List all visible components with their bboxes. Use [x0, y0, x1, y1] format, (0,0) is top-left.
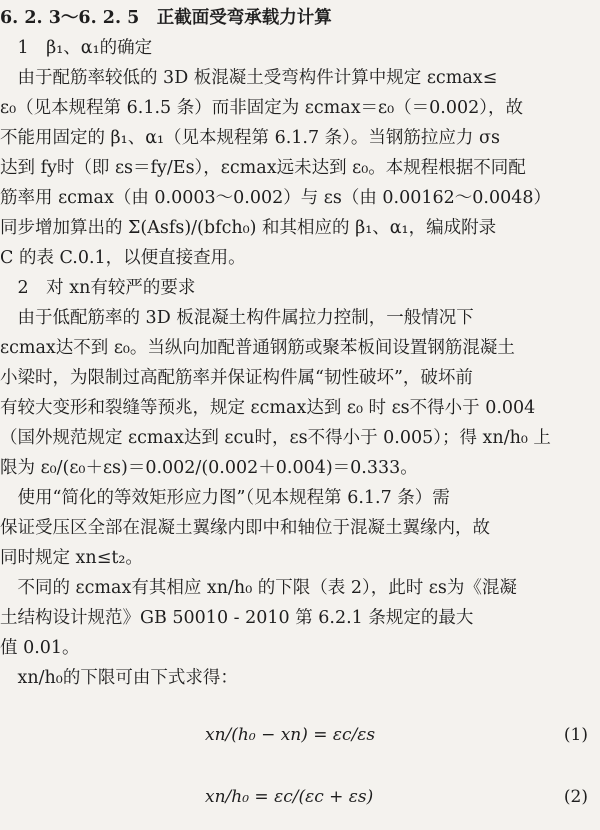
subheading-1: 1 β₁、α₁的确定 [0, 38, 153, 58]
paragraph-line: C 的表 C.0.1，以便直接查用。 [0, 248, 246, 268]
equation-2-number: (2) [563, 787, 588, 807]
paragraph-line: 由于配筋率较低的 3D 板混凝土受弯构件计算中规定 εcmax≤ [0, 68, 498, 88]
paragraph-line: 同步增加算出的 Σ(Asfs)/(bfch₀) 和其相应的 β₁、α₁，编成附录 [0, 218, 497, 238]
equation-1: xn/(h₀ − xn) = εc/εs [205, 725, 376, 745]
subheading-2: 2 对 xn有较严的要求 [0, 278, 196, 298]
paragraph-line: 同时规定 xn≤t₂。 [0, 548, 143, 568]
paragraph-line: 小梁时，为限制过高配筋率并保证构件属“韧性破坏”，破坏前 [0, 368, 473, 388]
paragraph-line: εcmax达不到 ε₀。当纵向加配普通钢筋或聚苯板间设置钢筋混凝土 [0, 338, 515, 358]
paragraph-line: ε₀（见本规程第 6.1.5 条）而非固定为 εcmax＝ε₀（＝0.002），故 [0, 98, 523, 118]
paragraph-line: 限为 ε₀/(ε₀＋εs)＝0.002/(0.002＋0.004)＝0.333。 [0, 458, 418, 478]
section-heading: 6. 2. 3～6. 2. 5 正截面受弯承载力计算 [0, 8, 332, 28]
paragraph-line: 值 0.01。 [0, 638, 80, 658]
equation-1-number: (1) [563, 725, 588, 745]
paragraph-line: 筋率用 εcmax（由 0.0003～0.002）与 εs（由 0.00162～0.0048） [0, 188, 551, 208]
paragraph-line: 保证受压区全部在混凝土翼缘内即中和轴位于混凝土翼缘内，故 [0, 518, 490, 538]
paragraph-line: 不能用固定的 β₁、α₁（见本规程第 6.1.7 条）。当钢筋拉应力 σs [0, 128, 500, 148]
paragraph-line: （国外规范规定 εcmax达到 εcu时，εs不得小于 0.005）；得 xn/h₀ 上 [0, 428, 551, 448]
equation-2: xn/h₀ = εc/(εc + εs) [205, 787, 374, 807]
paragraph-line: 达到 fy时（即 εs＝fy/Es），εcmax远未达到 ε₀。本规程根据不同配 [0, 158, 526, 178]
paragraph-line: 土结构设计规范》GB 50010 - 2010 第 6.2.1 条规定的最大 [0, 608, 474, 628]
paragraph-line: 由于低配筋率的 3D 板混凝土构件属拉力控制，一般情况下 [0, 308, 474, 328]
paragraph-line: 不同的 εcmax有其相应 xn/h₀ 的下限（表 2），此时 εs为《混凝 [0, 578, 517, 598]
paragraph-line: 使用“简化的等效矩形应力图”（见本规程第 6.1.7 条）需 [0, 488, 450, 508]
paragraph-line: 有较大变形和裂缝等预兆，规定 εcmax达到 ε₀ 时 εs不得小于 0.004 [0, 398, 536, 418]
paragraph-line: xn/h₀的下限可由下式求得： [0, 668, 238, 688]
